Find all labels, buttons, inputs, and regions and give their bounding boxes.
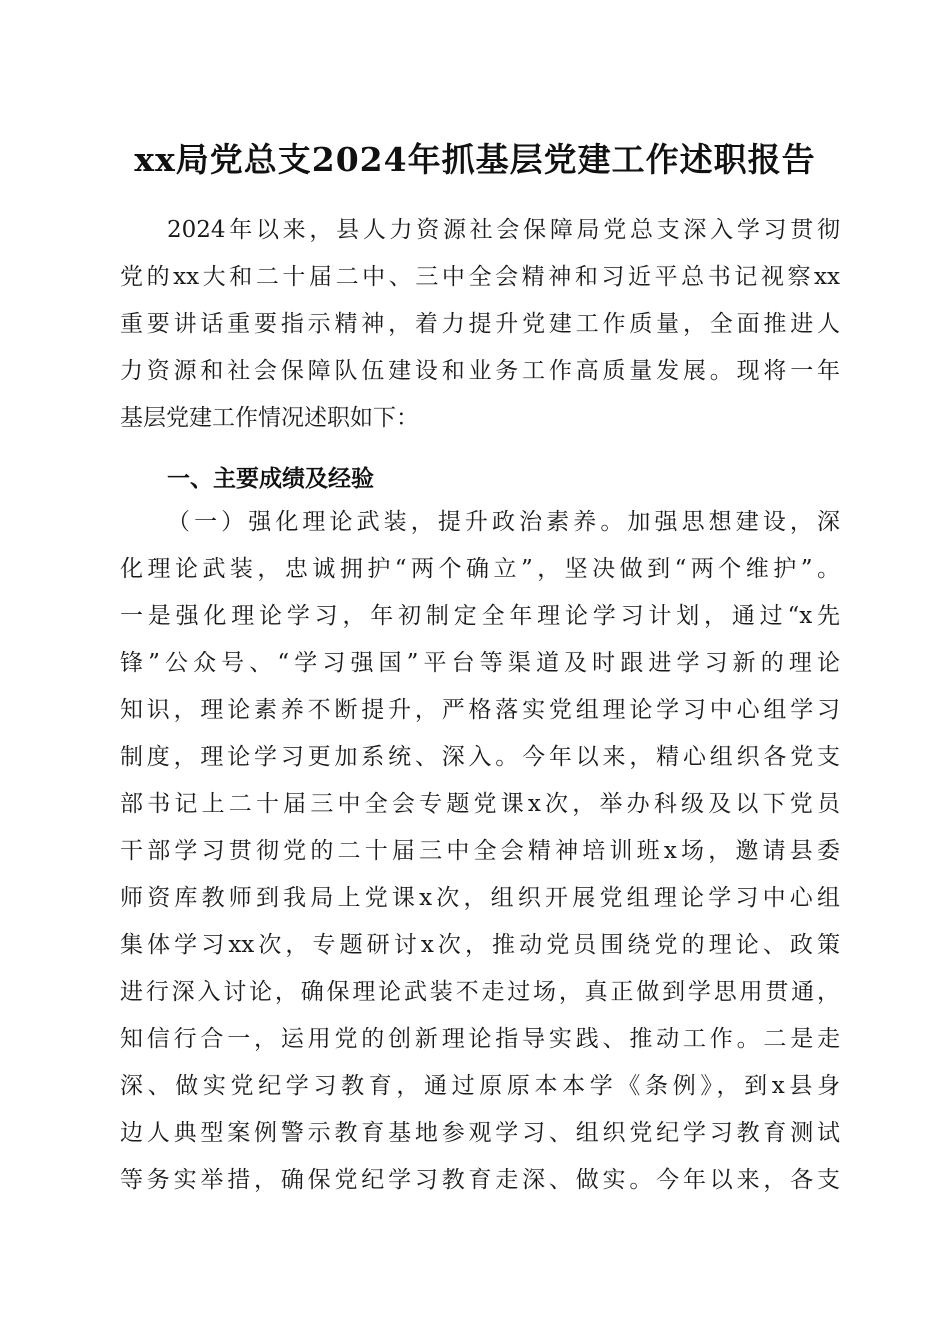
paragraph-line: 党的xx大和二十届二中、三中全会精神和习近平总书记视察xx xyxy=(120,264,840,290)
paragraph-line: 师资库教师到我局上党课x次，组织开展党组理论学习中心组 xyxy=(120,885,840,911)
section-heading: 一、主要成绩及经验 xyxy=(167,466,374,492)
paragraph-line: 边人典型案例警示教育基地参观学习、组织党纪学习教育测试 xyxy=(120,1120,840,1146)
paragraph-line: 知信行合一，运用党的创新理论指导实践、推动工作。二是走 xyxy=(120,1026,840,1052)
section-paragraph xyxy=(120,499,840,1204)
paragraph-line: 力资源和社会保障队伍建设和业务工作高质量发展。现将一年 xyxy=(120,358,840,384)
paragraph-line: 一是强化理论学习，年初制定全年理论学习计划，通过“x先 xyxy=(120,603,840,629)
paragraph-line: 2024年以来，县人力资源社会保障局党总支深入学习贯彻 xyxy=(167,217,840,243)
paragraph-line: 干部学习贯彻党的二十届三中全会精神培训班x场，邀请县委 xyxy=(120,838,840,864)
paragraph-line: 深、做实党纪学习教育，通过原原本本学《条例》，到x县身 xyxy=(120,1073,840,1099)
paragraph-line: 知识，理论素养不断提升，严格落实党组理论学习中心组学习 xyxy=(120,697,840,723)
intro-paragraph xyxy=(120,207,840,442)
paragraph-line: 锋”公众号、“学习强国”平台等渠道及时跟进学习新的理论 xyxy=(120,650,840,676)
paragraph-line: （一）强化理论武装，提升政治素养。加强思想建设，深 xyxy=(167,509,840,535)
paragraph-line: 部书记上二十届三中全会专题党课x次，举办科级及以下党员 xyxy=(120,791,840,817)
paragraph-line: 等务实举措，确保党纪学习教育走深、做实。今年以来，各支 xyxy=(120,1167,840,1193)
paragraph-line: 重要讲话重要指示精神，着力提升党建工作质量，全面推进人 xyxy=(120,311,840,337)
paragraph-line: 化理论武装，忠诚拥护“两个确立”，坚决做到“两个维护”。 xyxy=(120,556,840,582)
paragraph-line: 集体学习xx次，专题研讨x次，推动党员围绕党的理论、政策 xyxy=(120,932,840,958)
paragraph-line: 进行深入讨论，确保理论武装不走过场，真正做到学思用贯通， xyxy=(120,979,840,1005)
paragraph-line: 基层党建工作情况述职如下： xyxy=(120,405,419,431)
paragraph-line: 制度，理论学习更加系统、深入。今年以来，精心组织各党支 xyxy=(120,744,840,770)
document-title: xx局党总支2024年抓基层党建工作述职报告 xyxy=(134,140,816,179)
